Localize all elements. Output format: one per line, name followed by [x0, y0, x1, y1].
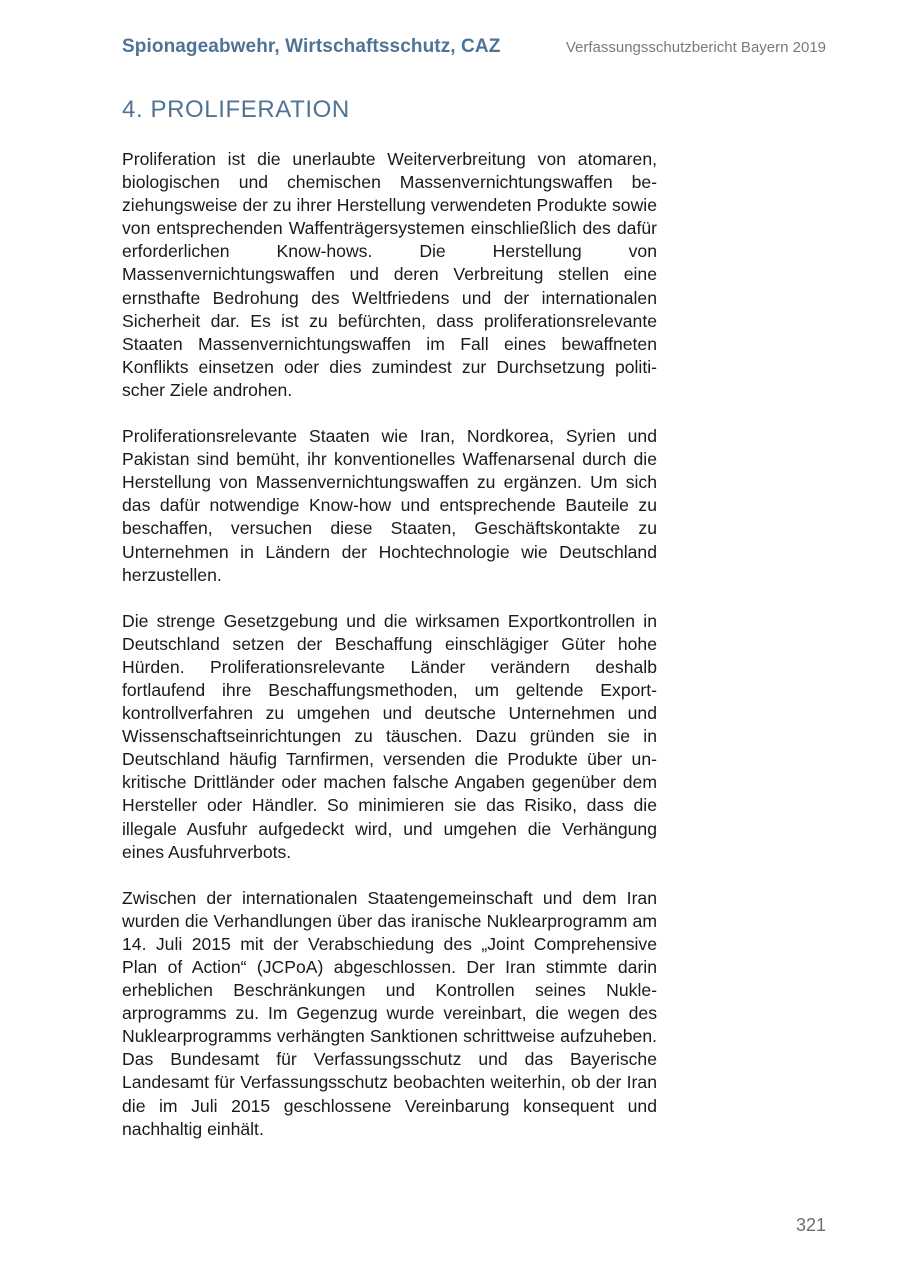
paragraph-proliferation-states: Proliferationsrelevante Staaten wie Iran, Nordkorea, Syrien und Pakistan sind bemüht, ihr konventionelles Waffenarsenal durch die Herstellung von Massenvernichtungswaffen zu ergänzen. Um sich das dafür notwendige Know-how und entsprechende Bauteile zu beschaffen, versuchen diese Staaten, Geschäftskontakte zu Unternehmen in Ländern der Hochtechnologie wie Deutschland herzustellen. [122, 426, 657, 585]
paragraph-proliferation-definition: Proliferation ist die unerlaubte Weiterverbreitung von atomaren, biologischen und chemischen Massenvernichtungswaffen beziehungsweise der zu ihrer Herstellung verwendeten Produkte sowie von entsprechenden Waffenträgersystemen einschließlich des dafür erforderlichen Know-hows. Die Herstellung von Massenvernichtungswaffen und deren Verbreitung stellen eine ernsthafte Bedrohung des Weltfriedens und der internationalen Sicherheit dar. Es ist zu befürchten, dass proliferationsrelevante Staaten Massenvernichtungswaffen im Fall eines bewaffneten Konflikts einsetzen oder dies zumindest zur Durchsetzung politischer Ziele androhen. [122, 149, 657, 400]
page-number: 321 [795, 1215, 826, 1235]
section-title: 4. PROLIFERATION [122, 96, 350, 123]
paragraph-export-controls: Die strenge Gesetzgebung und die wirksamen Exportkontrollen in Deutschland setzen der Beschaffung einschlägiger Güter hohe Hürden. Proliferationsrelevante Länder verändern deshalb fortlaufend ihre Beschaffungsmethoden, um geltende Exportkontrollverfahren zu umgehen und deutsche Unternehmen und Wissenschaftseinrichtungen zu täuschen. Dazu gründen sie in Deutschland häufig Tarnfirmen, versenden die Produkte über unkritische Drittländer oder machen falsche Angaben gegenüber dem Hersteller oder Händler. So minimieren sie das Risiko, dass die illegale Ausfuhr aufgedeckt wird, und umgehen die Verhängung eines Ausfuhrverbots. [122, 610, 657, 862]
body-text [122, 148, 657, 1164]
paragraph-iran-jcpoa: Zwischen der internationalen Staatengemeinschaft und dem Iran wurden die Verhandlungen über das iranische Nuklearprogramm am 14. Juli 2015 mit der Verabschiedung des „Joint Comprehensive Plan of Action“ (JCPoA) abgeschlossen. Der Iran stimmte darin erheblichen Beschränkungen und Kontrollen seines Nuklearprogramms zu. Im Gegenzug wurde vereinbart, die wegen des Nuklearprogramms verhängten Sanktionen schrittweise aufzuheben. Das Bundesamt für Verfassungsschutz und das Bayerische Landesamt für Verfassungsschutz beobachten weiterhin, ob der Iran die im Juli 2015 geschlossene Vereinbarung konsequent und nachhaltig einhält. [122, 887, 657, 1139]
running-header-report-title: Verfassungsschutzbericht Bayern 2019 [565, 39, 826, 56]
running-header-section: Spionageabwehr, Wirtschaftsschutz, CAZ [122, 36, 501, 57]
